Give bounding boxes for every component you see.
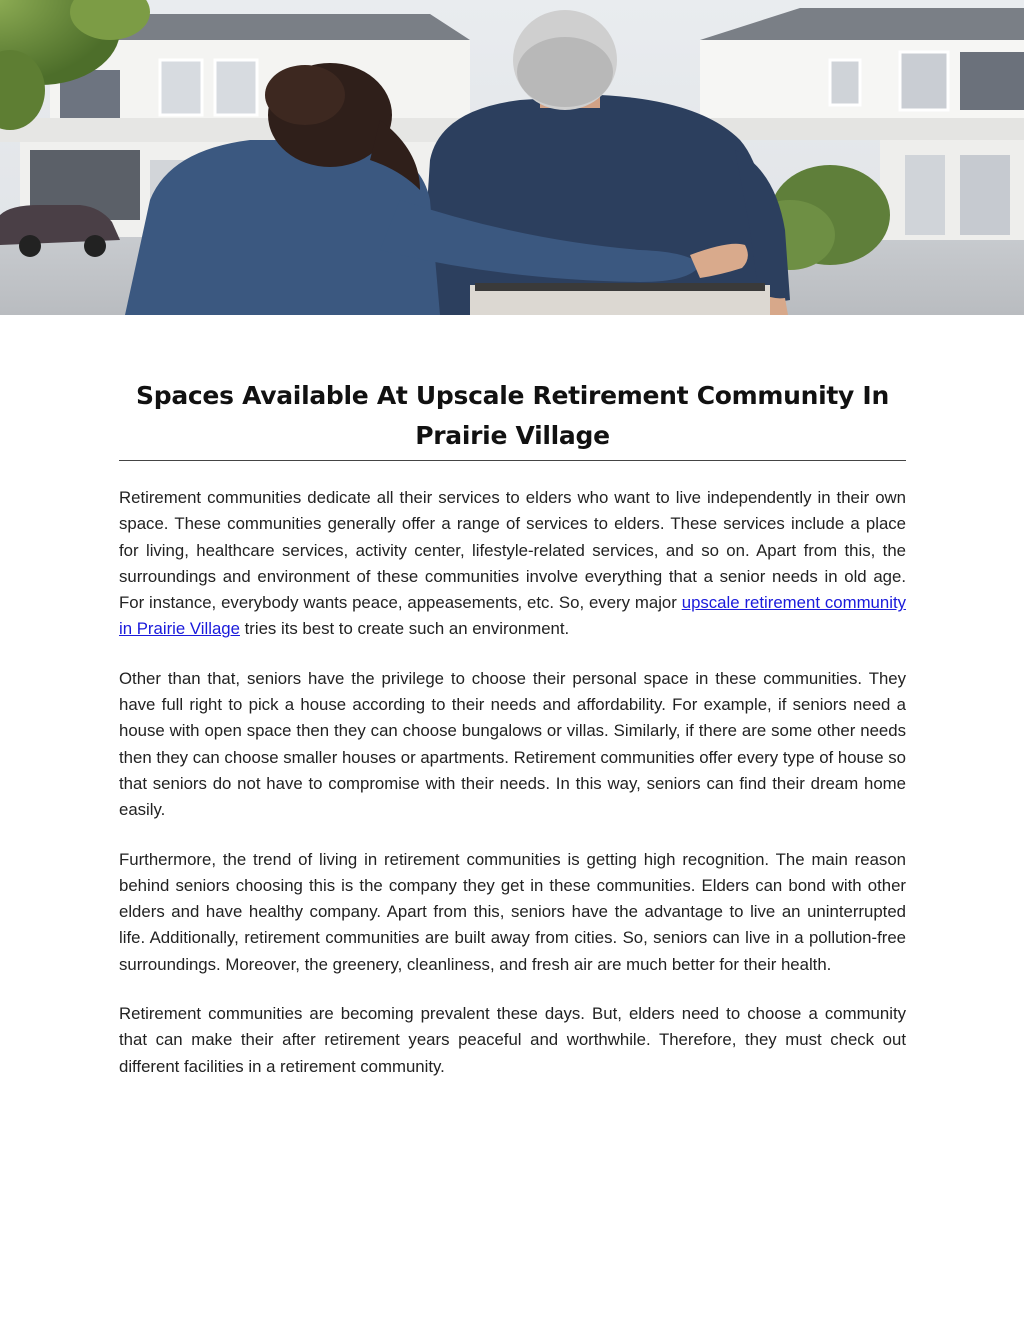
hero-photo xyxy=(0,0,1024,315)
article xyxy=(119,376,906,1103)
page-title: Spaces Available At Upscale Retirement Community In Prairie Village xyxy=(119,376,906,461)
paragraph-1-text-after: tries its best to create such an environment. xyxy=(239,619,570,639)
paragraph-1-text-before: Retirement communities dedicate all their services to elders who want to live independently in their own space. These communities generally offer a range of services to elders. These services include a place for living, healthcare services, activity center, lifestyle-related services, and so on. Apart from this, the surroundings and environment of these communities involve everything that a senior needs in old age. For instance, everybody wants peace, appeasements, etc. So, every major xyxy=(119,488,906,613)
paragraph-4: Retirement communities are becoming prevalent these days. But, elders need to choose a community that can make their after retirement years peaceful and worthwhile. Therefore, they must check out different facilities in a retirement community. xyxy=(119,1004,906,1076)
senior-couple-photo-icon xyxy=(0,0,1024,315)
paragraph-3: Furthermore, the trend of living in retirement communities is getting high recognition. The main reason behind seniors choosing this is the company they get in these communities. Elders can bond with other elders and have healthy company. Apart from this, seniors have the advantage to live an uninterrupted life. Additionally, retirement communities are built away from cities. So, seniors can live in a pollution-free surroundings. Moreover, the greenery, cleanliness, and fresh air are much better for their health. xyxy=(119,849,906,974)
paragraph-2: Other than that, seniors have the privilege to choose their personal space in these communities. They have full right to pick a house according to their needs and affordability. For example, if seniors need a house with open space then they can choose bungalows or villas. Similarly, if there are some other needs then they can choose smaller houses or apartments. Retirement communities offer every type of house so that seniors do not have to compromise with their needs. In this way, seniors can find their dream home easily. xyxy=(119,668,906,820)
upscale-retirement-community-link[interactable]: upscale retirement community in Prairie Village xyxy=(119,593,906,639)
paragraph-1 xyxy=(119,485,906,643)
article-body xyxy=(119,485,906,1080)
